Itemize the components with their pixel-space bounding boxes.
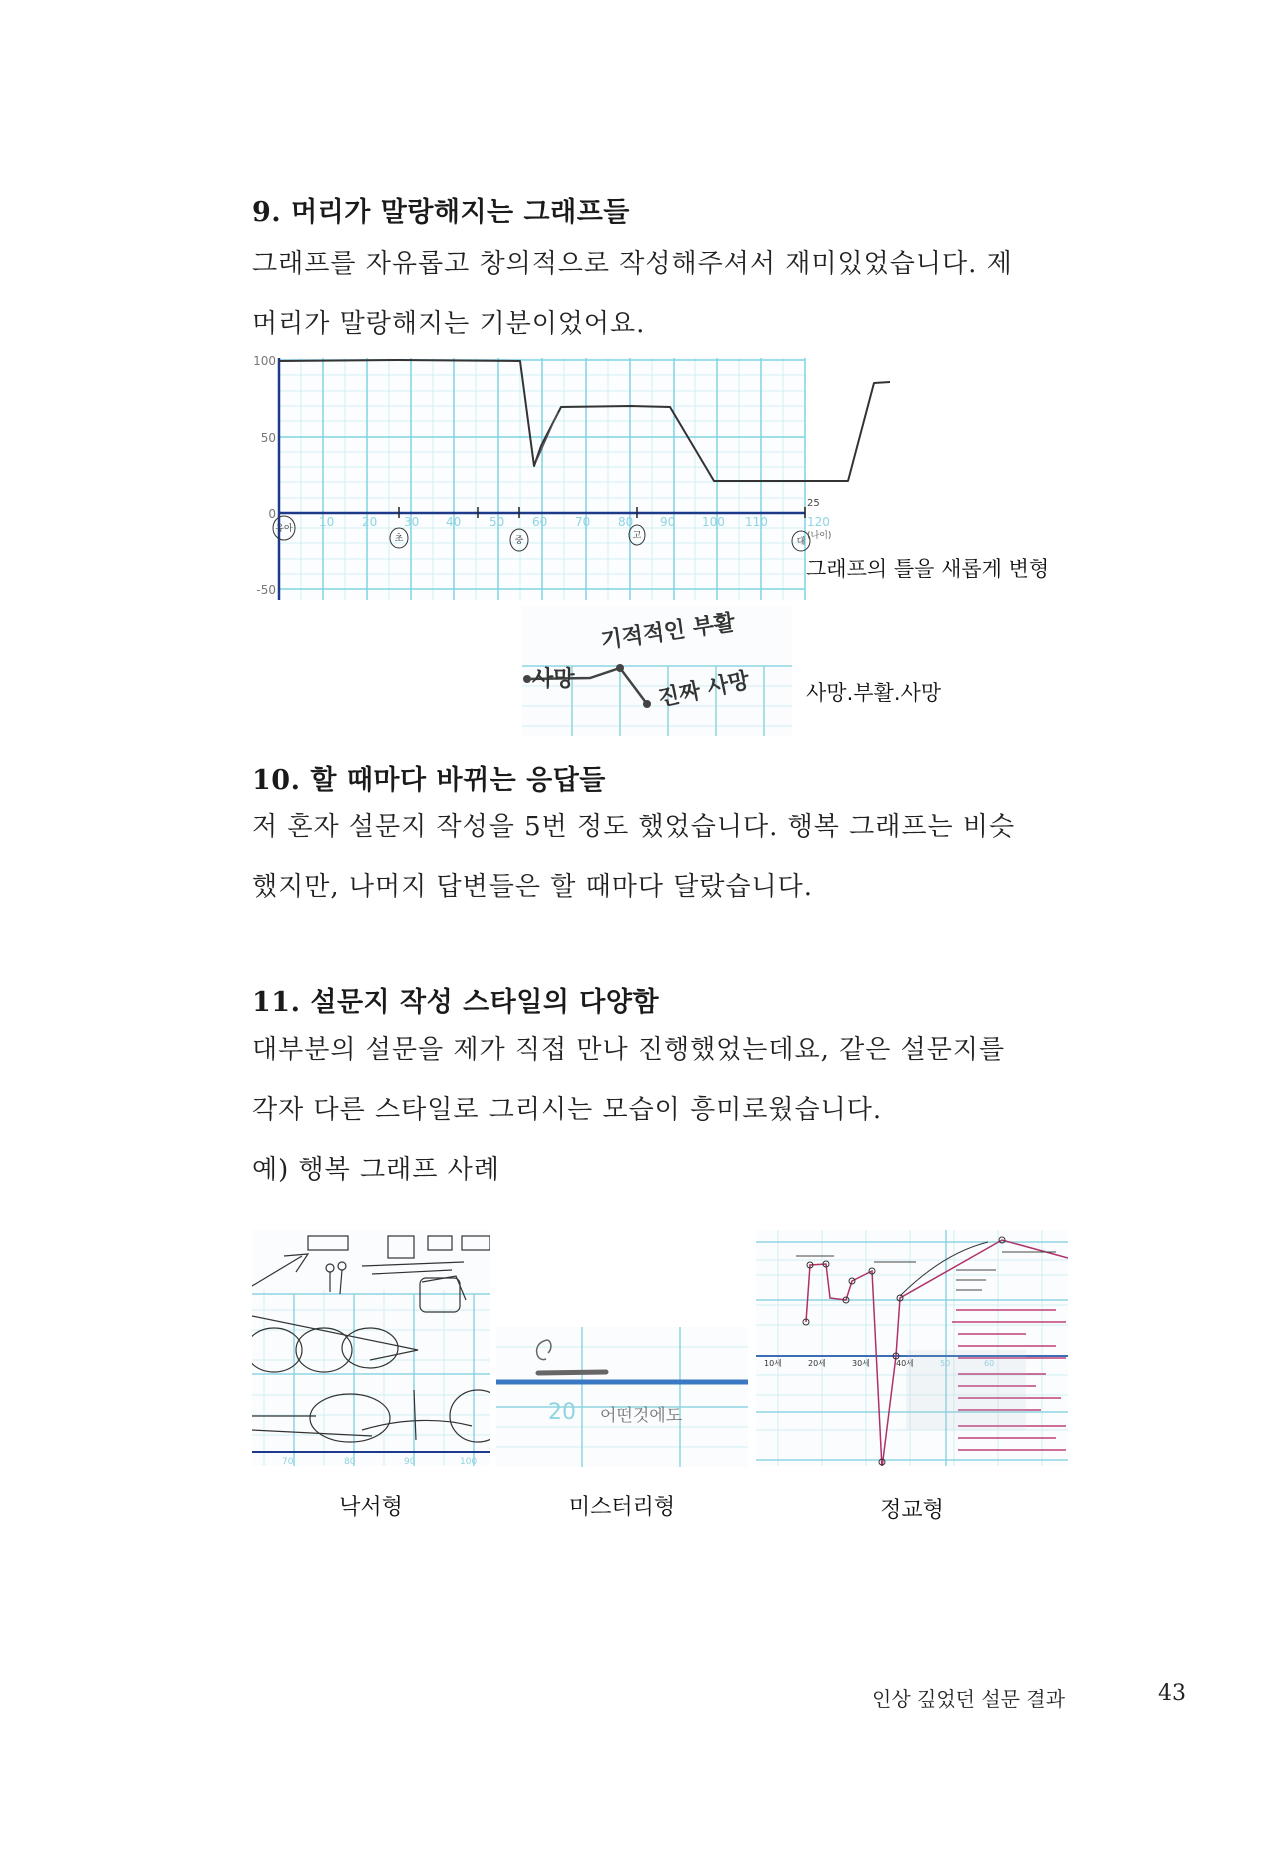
sketch-label-death: 사망 bbox=[532, 667, 575, 692]
svg-text:60: 60 bbox=[532, 515, 548, 529]
svg-text:60: 60 bbox=[984, 1359, 995, 1368]
svg-text:20세: 20세 bbox=[808, 1359, 826, 1368]
example-doodle-image bbox=[252, 1230, 490, 1466]
svg-text:-50: -50 bbox=[256, 583, 276, 597]
figure-1-caption: 그래프의 틀을 새롭게 변형 bbox=[806, 557, 1050, 581]
mystery-sketch bbox=[496, 1327, 748, 1467]
svg-text:100: 100 bbox=[253, 354, 276, 368]
svg-text:40: 40 bbox=[446, 515, 462, 529]
section-10-body bbox=[252, 797, 1092, 917]
example-label-doodle: 낙서형 bbox=[339, 1495, 403, 1520]
svg-text:50: 50 bbox=[489, 515, 505, 529]
svg-text:10: 10 bbox=[319, 515, 335, 529]
svg-text:80: 80 bbox=[344, 1457, 356, 1466]
figure-2-handwritten-graph bbox=[522, 606, 792, 736]
svg-text:50: 50 bbox=[940, 1359, 951, 1368]
sketch-label-revival: 기적적인 부활 bbox=[599, 610, 737, 654]
svg-text:110: 110 bbox=[745, 515, 768, 529]
svg-text:대: 대 bbox=[796, 537, 806, 547]
doodle-sketch bbox=[252, 1230, 490, 1466]
figure-2-caption: 사망.부활.사망 bbox=[806, 681, 942, 705]
example-elaborate-image bbox=[756, 1230, 1068, 1466]
section-9-heading: 9. 머리가 말랑해지는 그래프들 bbox=[252, 197, 630, 228]
section-11-heading: 11. 설문지 작성 스타일의 다양함 bbox=[252, 987, 660, 1018]
example-label-mystery: 미스터리형 bbox=[568, 1495, 676, 1520]
svg-text:20: 20 bbox=[362, 515, 378, 529]
paragraph-line: 했지만, 나머지 답변들은 할 때마다 달랐습니다. bbox=[252, 872, 814, 902]
svg-text:고: 고 bbox=[632, 531, 642, 541]
svg-text:80: 80 bbox=[618, 515, 634, 529]
svg-text:40세: 40세 bbox=[896, 1359, 914, 1368]
svg-text:120: 120 bbox=[807, 515, 830, 529]
paragraph-line: 예) 행복 그래프 사례 bbox=[252, 1155, 500, 1185]
paragraph-line: 대부분의 설문을 제가 직접 만나 진행했었는데요, 같은 설문지를 bbox=[252, 1035, 1006, 1065]
paragraph-line: 그래프를 자유롭고 창의적으로 작성해주셔서 재미있었습니다. 제 bbox=[252, 249, 1013, 279]
paragraph-line: 각자 다른 스타일로 그리시는 모습이 흥미로웠습니다. bbox=[252, 1095, 883, 1125]
mystery-tick-label: 20 bbox=[548, 1400, 576, 1425]
page-number: 43 bbox=[1158, 1681, 1186, 1706]
svg-text:90: 90 bbox=[660, 515, 676, 529]
svg-text:초: 초 bbox=[394, 534, 404, 544]
example-label-elaborate: 정교형 bbox=[880, 1498, 944, 1523]
example-mystery-image bbox=[496, 1327, 748, 1467]
svg-text:70: 70 bbox=[282, 1457, 294, 1466]
svg-text:0: 0 bbox=[268, 507, 276, 521]
svg-text:90: 90 bbox=[404, 1457, 416, 1466]
footer-chapter-title: 인상 깊었던 설문 결과 bbox=[872, 1687, 1065, 1711]
paragraph-line: 저 혼자 설문지 작성을 5번 정도 했었습니다. 행복 그래프는 비슷 bbox=[252, 812, 1016, 842]
section-11-body bbox=[252, 1020, 1092, 1200]
sketch-label-real-death: 진짜 사망 bbox=[656, 668, 752, 712]
death-revival-sketch bbox=[522, 606, 792, 736]
section-10-heading: 10. 할 때마다 바뀌는 응답들 bbox=[252, 765, 606, 796]
svg-text:100: 100 bbox=[702, 515, 725, 529]
svg-text:유아: 유아 bbox=[275, 524, 293, 534]
svg-text:중: 중 bbox=[514, 536, 524, 546]
elaborate-sketch bbox=[756, 1230, 1068, 1466]
mystery-handwriting: 어떤것에도 bbox=[600, 1406, 683, 1426]
svg-text:100: 100 bbox=[460, 1457, 478, 1466]
paragraph-line: 머리가 말랑해지는 기분이었어요. bbox=[252, 309, 646, 339]
svg-text:50: 50 bbox=[260, 431, 276, 445]
svg-text:(나이): (나이) bbox=[807, 531, 832, 541]
svg-text:30세: 30세 bbox=[852, 1359, 870, 1368]
svg-text:10세: 10세 bbox=[764, 1359, 782, 1368]
section-9-body bbox=[252, 234, 1092, 354]
svg-text:70: 70 bbox=[575, 515, 591, 529]
svg-text:25: 25 bbox=[807, 498, 820, 509]
svg-text:30: 30 bbox=[404, 515, 420, 529]
